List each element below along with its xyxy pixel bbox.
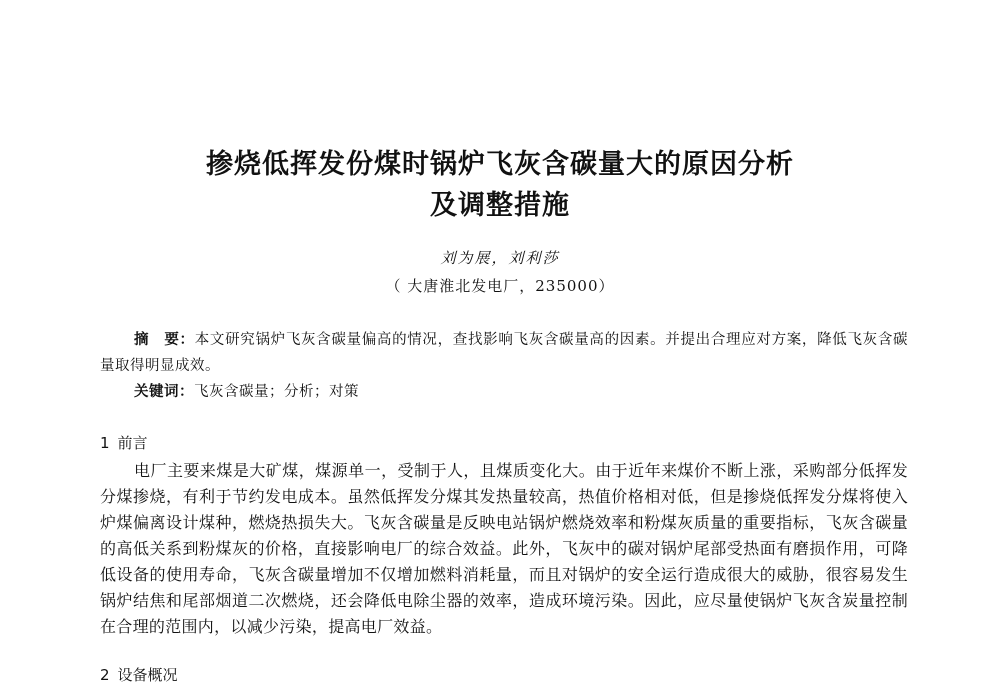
section-2-number: 2 [100,666,110,684]
section-1-number: 1 [100,434,110,452]
section-2-title: 设备概况 [117,666,178,684]
paper-title-line-2: 及调整措施 [430,190,570,221]
keywords [100,379,908,405]
section-1-title: 前言 [117,434,148,452]
keywords-text: 飞灰含碳量；分析；对策 [194,384,359,400]
section-1-heading [100,432,148,453]
section-1-paragraph: 电厂主要来煤是大矿煤，煤源单一，受制于人，且煤质变化大。由于近年来煤价不断上涨，采购部分低挥发分煤掺烧，有利于节约发电成本。虽然低挥发分煤其发热量较高，热值价格相对低，但是掺烧低挥发分煤将使入炉煤偏离设计煤种，燃烧热损失大。飞灰含碳量是反映电站锅炉燃烧效率和粉煤灰质量的重要指标，飞灰含碳量的高低关系到粉煤灰的价格，直接影响电厂的综合效益。此外，飞灰中的碳对锅炉尾部受热面有磨损作用，可降低设备的使用寿命，飞灰含碳量增加不仅增加燃料消耗量，而且对锅炉的安全运行造成很大的威胁，很容易发生锅炉结焦和尾部烟道二次燃烧，还会降低电除尘器的效率，造成环境污染。因此，应尽量使锅炉飞灰含炭量控制在合理的范围内，以减少污染，提高电厂效益。 [100,461,908,636]
abstract-text: 本文研究锅炉飞灰含碳量偏高的情况，查找影响飞灰含碳量高的因素。并提出合理应对方案，降低飞灰含碳量取得明显成效。 [100,332,909,374]
section-2-heading [100,664,178,685]
abstract-label: 摘 要： [134,332,195,348]
abstract [100,327,908,379]
paper-title-line-1: 掺烧低挥发份煤时锅炉飞灰含碳量大的原因分析 [206,149,794,180]
authors: 刘为展，刘利莎 [440,249,560,267]
keywords-label: 关键词： [134,384,194,400]
affiliation: （ 大唐淮北发电厂，235000） [385,277,615,295]
